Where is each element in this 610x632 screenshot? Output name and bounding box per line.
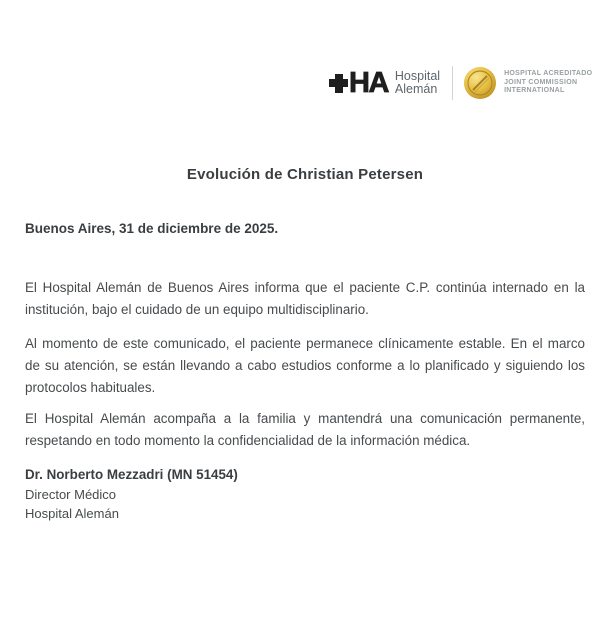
ha-logo-mark: [329, 67, 388, 99]
hospital-aleman-logo: [329, 0, 610, 102]
jci-accreditation-text: [504, 70, 592, 96]
signatory-name: Dr. Norberto Mezzadri (MN 51454): [25, 467, 238, 482]
jci-gold-seal-icon: [463, 66, 497, 100]
dateline: Buenos Aires, 31 de diciembre de 2025.: [25, 221, 279, 236]
jci-text-line2: JOINT COMMISSION: [504, 78, 578, 86]
jci-text-line3: INTERNATIONAL: [504, 87, 565, 95]
body-paragraph: El Hospital Alemán de Buenos Aires informa que el paciente C.P. continúa internado en la institución, bajo el cuidado de un equipo multidisciplinario.: [25, 280, 585, 317]
signatory-role: Director Médico: [25, 487, 117, 502]
body-paragraph: El Hospital Alemán acompaña a la familia y mantendrá una comunicación permanente, respetando en todo momento la confidencialidad de la información médica.: [25, 411, 585, 448]
logo-wordmark-line2: Alemán: [394, 82, 438, 96]
logo-wordmark: [395, 70, 440, 96]
body-paragraph: Al momento de este comunicado, el paciente permanece clínicamente estable. En el marco de su atención, se están llevando a cabo estudios conforme a lo planificado y siguiendo los protocolos habituales.: [25, 336, 585, 395]
signatory-organization: Hospital Alemán: [25, 506, 119, 521]
jci-text-line1: HOSPITAL ACREDITADO: [504, 70, 593, 78]
ha-logo-letters: HA: [349, 67, 388, 99]
logo-divider: [452, 66, 453, 100]
logo-wordmark-line1: Hospital: [394, 69, 441, 83]
medical-cross-icon: [329, 74, 348, 93]
jci-accreditation-seal: [463, 66, 592, 100]
signature-block: [25, 465, 585, 523]
document-title: Evolución de Christian Petersen: [186, 166, 424, 183]
